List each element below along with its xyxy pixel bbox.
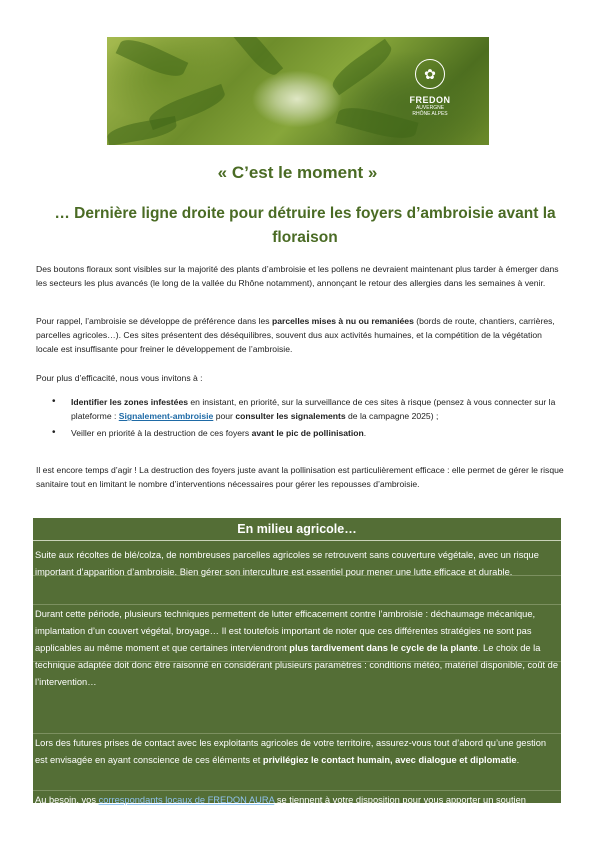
fredon-logo — [401, 59, 459, 129]
agri-paragraph-4: Au besoin, vos correspondants locaux de FREDON AURA se tiennent à votre disposition pour vous apporter un soutien technique, sur le terrain, dans la gestion des situations conflictuelles — [35, 795, 526, 822]
agri-paragraph-2: Durant cette période, plusieurs techniques permettent de lutter efficacement contre l’ambroisie : déchaumage mécanique, implantation d’un couvert végétal, broyage… Il est toutefois important de noter que ces différentes stratégies ne sont pas applicables au même moment et que certaines interviendront plus tardivement dans le cycle de la plante. Le choix de la technique adaptée doit donc être raisonné en considérant plusieurs paramètres : conditions météo, matériel disponible, coût de l’intervention… — [35, 609, 559, 687]
page-title: « C’est le moment » — [217, 163, 378, 182]
intro-paragraph-4: Il est encore temps d’agir ! La destruction des foyers juste avant la pollinisation est particulièrement efficace : elle permet de gérer le risque sanitaire tout en limitant le nombre d’interventions nécessaires pour gérer les repousses d’ambroisie. — [36, 465, 564, 490]
header-banner-image — [107, 37, 489, 145]
fredon-correspondents-link[interactable]: correspondants locaux de FREDON AURA — [98, 795, 275, 805]
bare-plots-emphasis: parcelles mises à nu ou remaniées — [272, 316, 414, 326]
signalement-ambroisie-link[interactable]: Signalement-ambroisie — [118, 411, 214, 422]
agricultural-section-box — [33, 518, 561, 822]
intro-paragraph-3: Pour plus d’efficacité, nous vous invitons à : — [36, 373, 203, 383]
action-list — [52, 395, 562, 444]
section-heading: En milieu agricole… — [33, 518, 561, 541]
intro-paragraph-2: Pour rappel, l’ambroisie se développe de préférence dans les parcelles mises à nu ou remaniées (bords de route, chantiers, carrières, parcelles agricoles…). Ces sites présentent des déséquilibres, souvent dus aux activités humaines, et la compétition de la végétation locale est insuffisante pour freiner le développement de l’ambroisie. — [36, 316, 555, 355]
fredon-leaf-logo-icon: ✿ — [415, 59, 445, 89]
page-subtitle: … Dernière ligne droite pour détruire les foyers d’ambroisie avant la floraison — [54, 205, 556, 246]
logo-name: FREDON — [409, 95, 451, 105]
agri-paragraph-1: Suite aux récoltes de blé/colza, de nombreuses parcelles agricoles se retrouvent sans couverture végétale, avec un risque important d’apparition d’ambroisie. Bien gérer son interculture est essentiel pour mener une lutte efficace et durable. — [35, 550, 539, 577]
logo-region-2: RHÔNE ALPES — [412, 111, 448, 117]
agri-paragraph-3: Lors des futures prises de contact avec les exploitants agricoles de votre territoire, assurez-vous tout d’abord qu’une gestion est envisagée en ayant conscience de ces éléments et privilégiez le contact humain, avec dialogue et diplomatie. — [35, 738, 547, 765]
logo-region-1: AUVERGNE — [415, 105, 445, 111]
list-item: • Veiller en priorité à la destruction de ces foyers avant le pic de pollinisation. — [52, 426, 562, 440]
intro-paragraph-1: Des boutons floraux sont visibles sur la majorité des plants d’ambroisie et les pollens ne devraient maintenant plus tarder à émerger dans les secteurs les plus avancés (le long de la vallée du Rhône notamment), annonçant le retour des allergies dans les semaines à venir. — [36, 264, 559, 289]
list-item: • Identifier les zones infestées en insistant, en priorité, sur la surveillance de ces sites à risque (pensez à vous connecter sur la plateforme : Signalement-ambroisie pour consulter les signalements de la campagne 2025) ; — [52, 395, 562, 423]
